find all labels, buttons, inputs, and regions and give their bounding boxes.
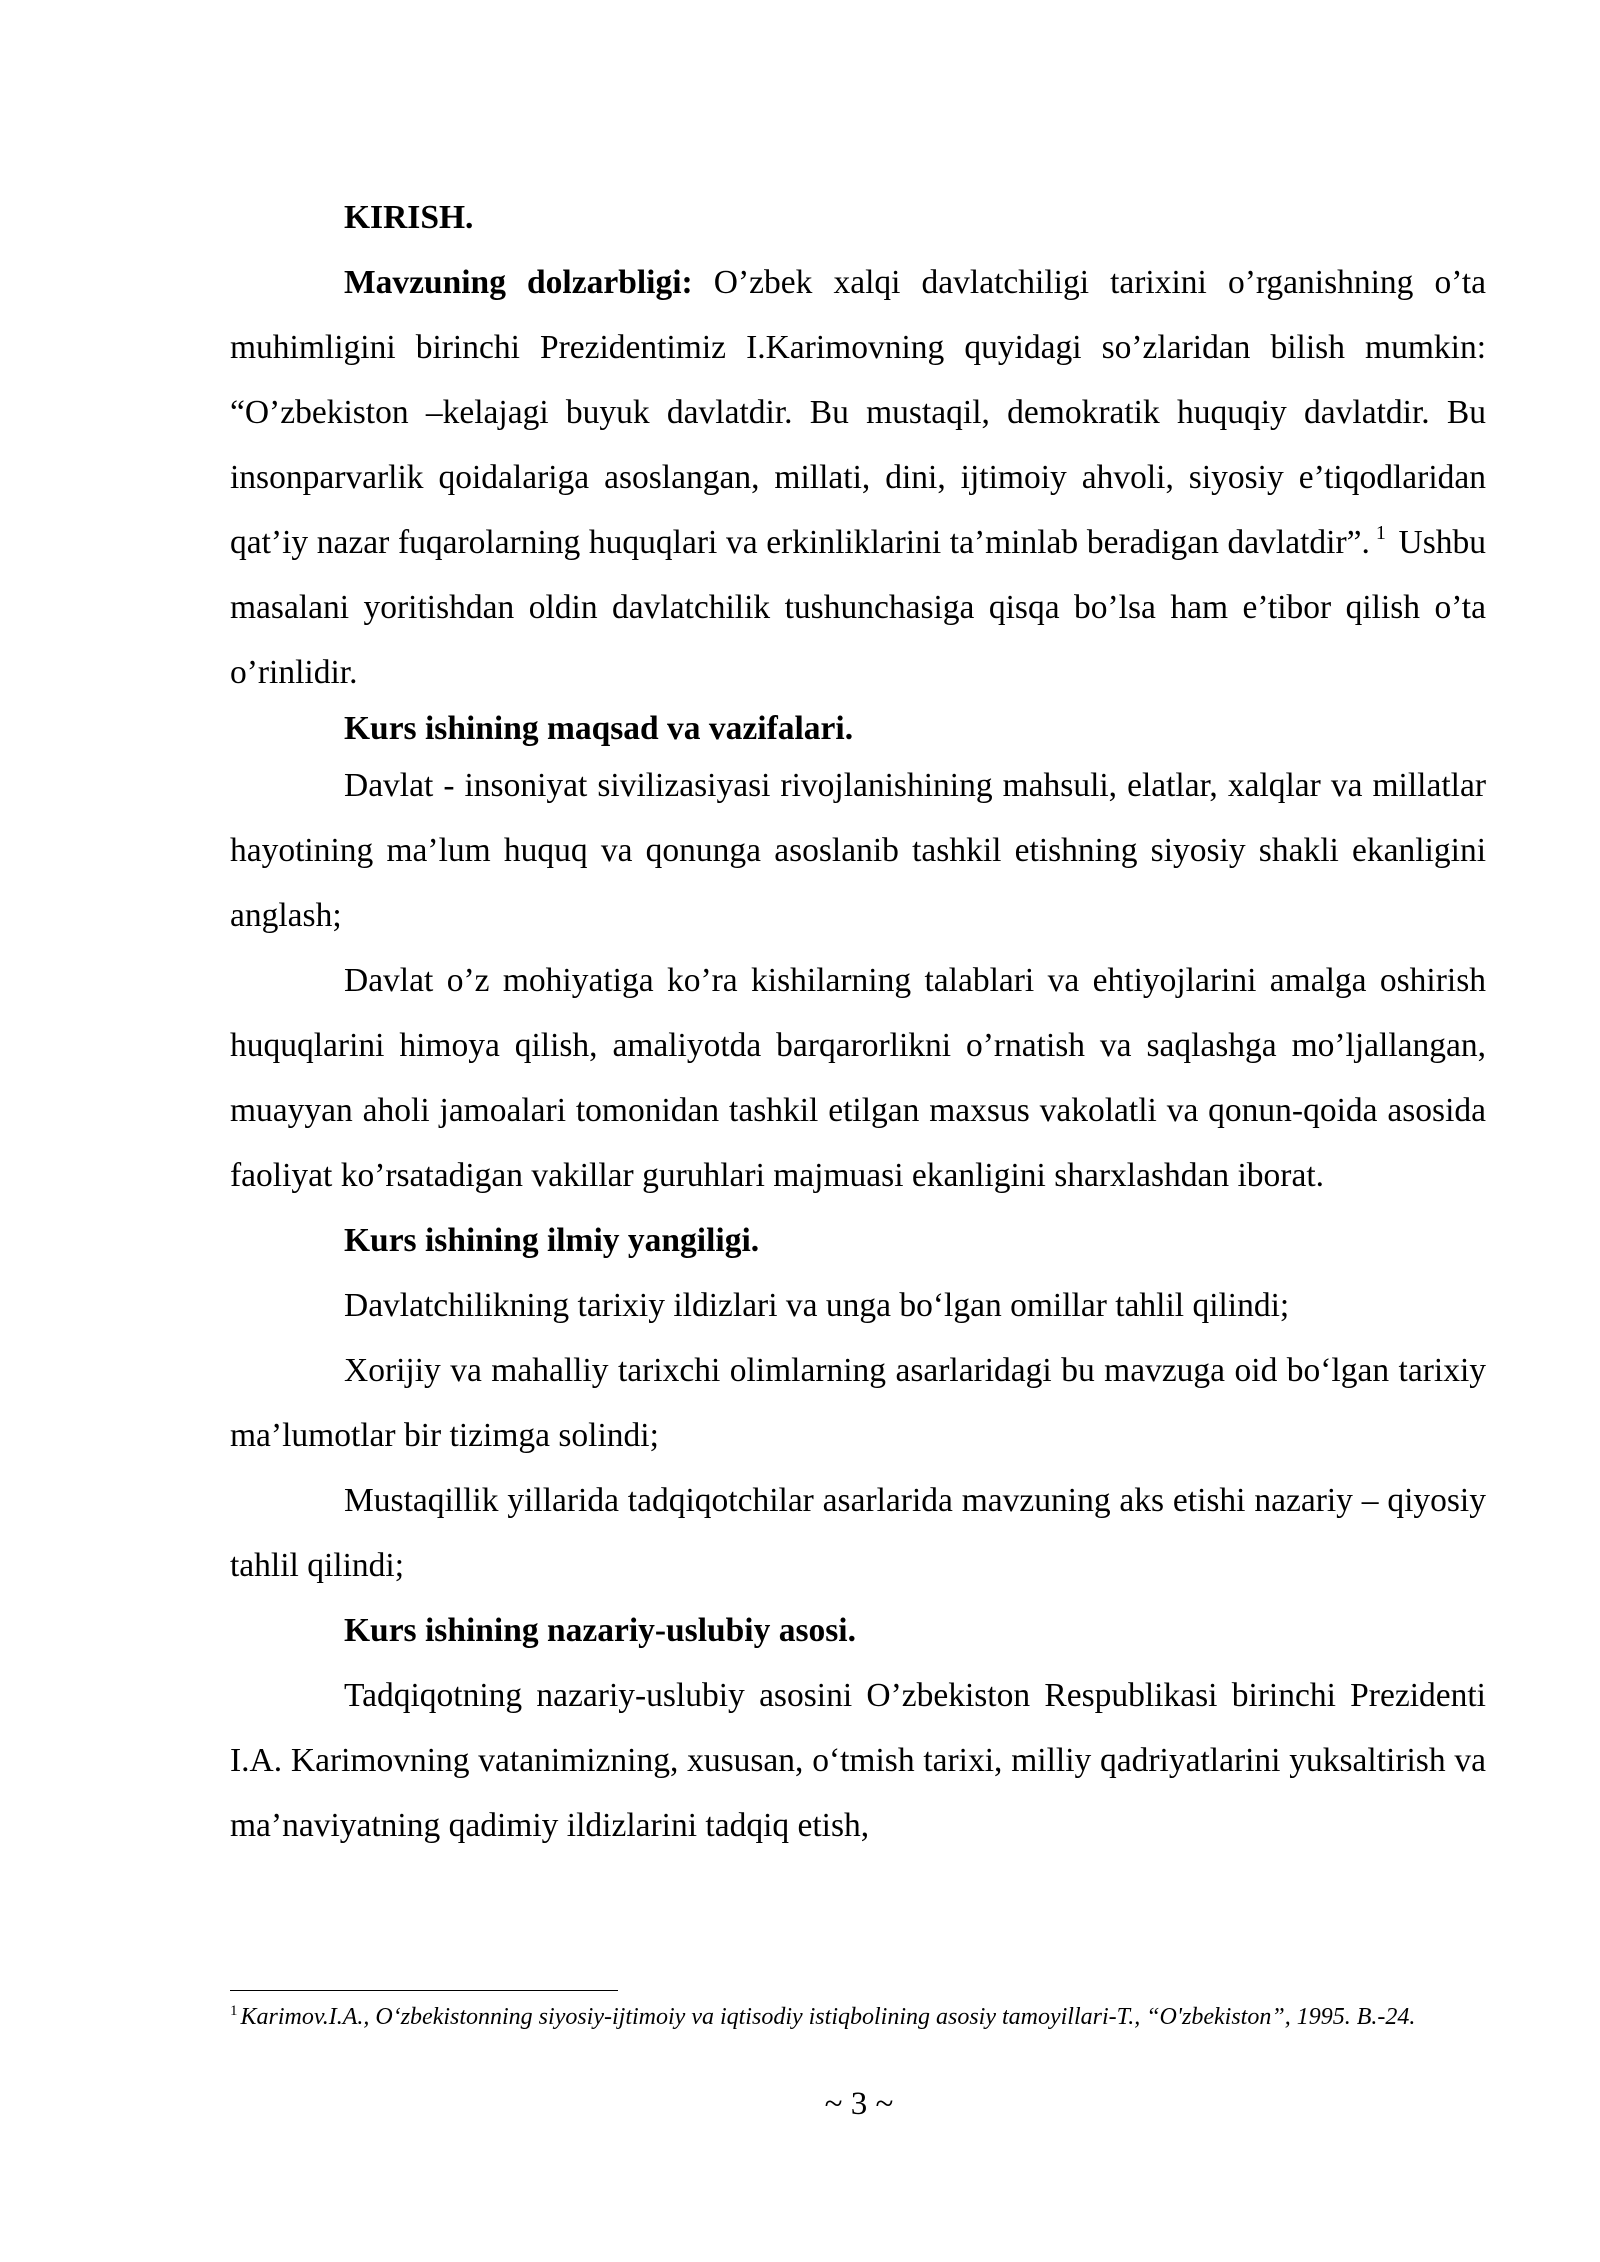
paragraph-novelty-1: Davlatchilikning tarixiy ildizlari va unga bo‘lgan omillar tahlil qilindi; <box>344 1287 1290 1324</box>
body-text <box>230 185 1486 1858</box>
heading-novelty: Kurs ishining ilmiy yangiligi. <box>344 1222 760 1259</box>
paragraph-novelty-3: Mustaqillik yillarida tadqiqotchilar asarlarida mavzuning aks etishi nazariy – qiyosiy tahlil qilindi; <box>230 1482 1486 1584</box>
relevance-text: O’zbek xalqi davlatchiligi tarixini o’rganishning o’ta muhimligini birinchi Prezidentimiz I.Karimovning quyidagi so’zlaridan bilish mumkin: “O’zbekiston –kelajagi buyuk davlatdir. Bu mustaqil, demokratik huquqiy davlatdir. Bu insonparvarlik qoidalariga asoslangan, millati, dini, ijtimoiy ahvoli, siyosiy e’tiqodlaridan qat’iy nazar fuqarolarning huquqlari va erkinliklarini ta’minlab beradigan davlatdir”. <box>230 264 1487 561</box>
relevance-label: Mavzuning dolzarbligi: <box>344 264 693 301</box>
heading-goals: Kurs ishining maqsad va vazifalari. <box>344 710 854 747</box>
footnote-text: Karimov.I.A., O‘zbekistonning siyosiy-ijtimoiy va iqtisodiy istiqbolining asosiy tamoyillari-T., “O'zbekiston”, 1995. B.-24. <box>240 2004 1416 2030</box>
paragraph-goal-2: Davlat o’z mohiyatiga ko’ra kishilarning talablari va ehtiyojlarini amalga oshirish huquqlarini himoya qilish, amaliyotda barqarorlikni o’rnatish va saqlashga mo’ljallangan, muayyan aholi jamoalari tomonidan tashkil etilgan maxsus vakolatli va qonun-qoida asosida faoliyat ko’rsatadigan vakillar guruhlari majmuasi ekanligini sharxlashdan iborat. <box>230 962 1486 1194</box>
paragraph-methodology-1: Tadqiqotning nazariy-uslubiy asosini O’zbekiston Respublikasi birinchi Prezidenti I.A. Karimovning vatanimizning, xususan, o‘tmish tarixi, milliy qadriyatlarini yuksaltirish va ma’naviyatning qadimiy ildizlarini tadqiq etish, <box>230 1677 1486 1844</box>
relevance-text-continued: Ushbu masalani yoritishdan oldin davlatchilik tushunchasiga qisqa bo’lsa ham e’tibor qilish o’ta o’rinlidir. <box>230 524 1486 691</box>
paragraph-novelty-2: Xorijiy va mahalliy tarixchi olimlarning asarlaridagi bu mavzuga oid bo‘lgan tarixiy ma’lumotlar bir tizimga solindi; <box>230 1352 1486 1454</box>
footnote-number: 1 <box>230 2003 238 2019</box>
page-number: ~ 3 ~ <box>824 2086 894 2122</box>
heading-kirish: KIRISH. <box>344 199 474 236</box>
footnote-reference[interactable]: 1 <box>1375 522 1386 544</box>
paragraph-goal-1: Davlat - insoniyat sivilizasiyasi rivojlanishining mahsuli, elatlar, xalqlar va millatlar hayotining ma’lum huquq va qonunga asoslanib tashkil etishning siyosiy shakli ekanligini anglash; <box>230 767 1486 934</box>
footnote-separator <box>230 1990 618 1991</box>
heading-methodology: Kurs ishining nazariy-uslubiy asosi. <box>344 1612 856 1649</box>
footnote <box>230 2000 1486 2034</box>
paragraph-relevance <box>230 250 1486 705</box>
